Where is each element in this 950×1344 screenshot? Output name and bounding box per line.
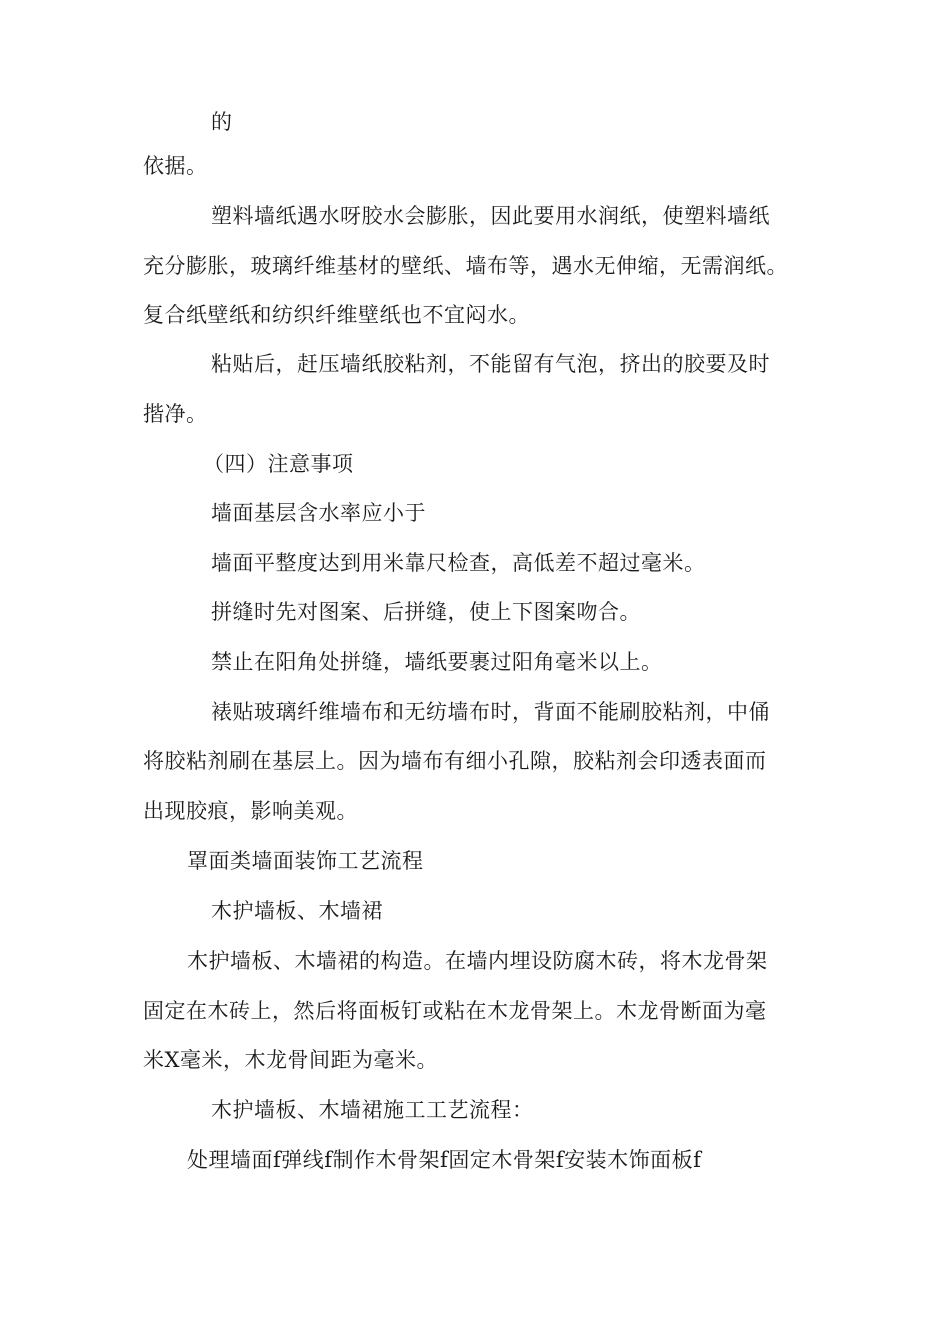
text-line-composite-paper: 复合纸壁纸和纺织纤维壁纸也不宜闷水。 [143, 303, 530, 327]
text-line-wipe-clean: 揩净。 [143, 402, 208, 426]
text-line-glass-fiber: 裱贴玻璃纤维墙布和无纺墙布时，背面不能刷胶粘剂，中俑 [211, 700, 770, 724]
text-line-process-steps: 处理墙面f弹线f制作木骨架f固定木骨架f安装木饰面板f [187, 1148, 702, 1172]
text-line-keel-spacing: 米X毫米，木龙骨间距为毫米。 [143, 1048, 438, 1072]
text-line-de: 的 [211, 110, 233, 134]
subheading-process-flow: 木护墙板、木墙裙施工工艺流程： [211, 1098, 534, 1122]
text-line-moisture: 墙面基层含水率应小于 [211, 501, 426, 525]
text-line-adhesive-base: 将胶粘剂刷在基层上。因为墙布有细小孔隙，胶粘剂会印透表面而 [143, 749, 767, 773]
text-line-fix-keel: 固定在木砖上，然后将面板钉或粘在木龙骨架上。木龙骨断面为毫 [143, 999, 767, 1023]
text-line-after-pasting: 粘贴后，赶压墙纸胶粘剂，不能留有气泡，挤出的胶要及时 [211, 352, 770, 376]
text-line-flatness: 墙面平整度达到用米靠尺检查，高低差不超过毫米。 [211, 551, 706, 575]
text-line-plastic-wallpaper: 塑料墙纸遇水呀胶水会膨胀，因此要用水润纸，使塑料墙纸 [211, 204, 770, 228]
subheading-wood-panel: 木护墙板、木墙裙 [211, 899, 383, 923]
text-line-glue-marks: 出现胶痕，影响美观。 [143, 799, 358, 823]
text-line-yiju: 依据。 [143, 154, 208, 178]
text-line-full-expansion: 充分膨胀，玻璃纤维基材的壁纸、墙布等，遇水无伸缩，无需润纸。 [143, 254, 788, 278]
section-heading-notes: （四）注意事项 [203, 452, 354, 476]
text-line-construction: 木护墙板、木墙裙的构造。在墙内埋设防腐木砖，将木龙骨架 [187, 949, 768, 973]
text-line-seam-pattern: 拼缝时先对图案、后拼缝，使上下图案吻合。 [211, 600, 641, 624]
section-heading-cover-process: 罩面类墙面装饰工艺流程 [187, 849, 424, 873]
text-line-outer-corner: 禁止在阳角处拼缝，墙纸要裹过阳角毫米以上。 [211, 650, 663, 674]
